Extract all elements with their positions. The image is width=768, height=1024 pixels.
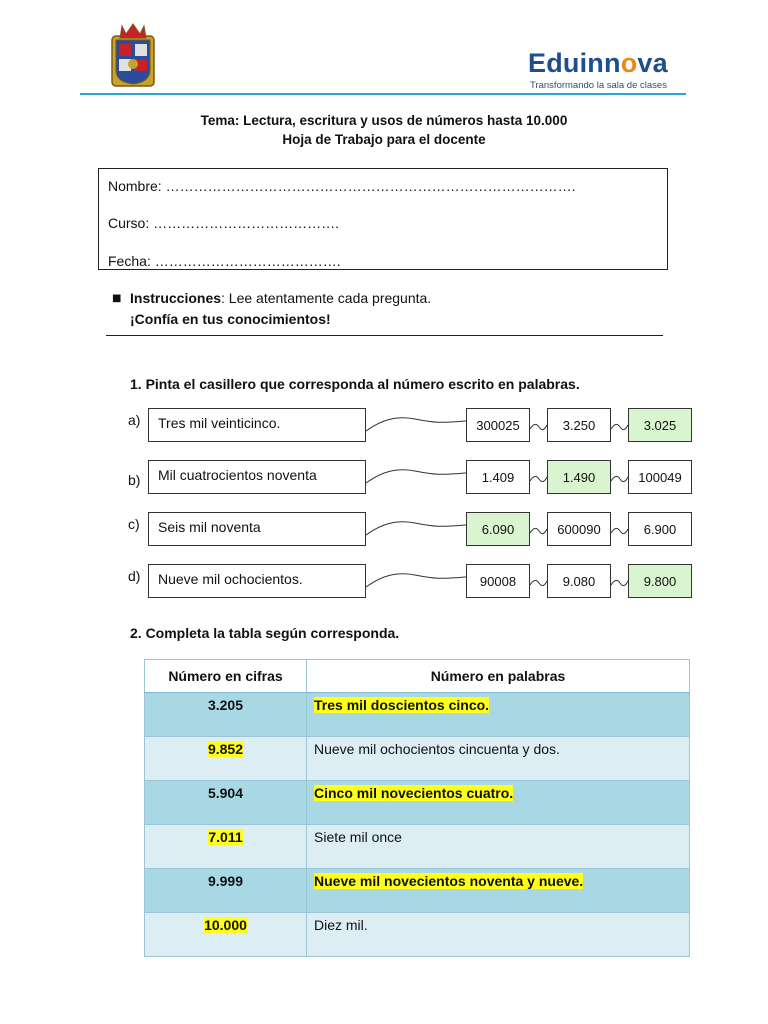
cifras-value: 5.904 [207, 785, 244, 801]
connector-line [611, 580, 628, 585]
number-option-box[interactable]: 300025 [466, 408, 530, 442]
bullet-icon: ■ [112, 293, 122, 304]
cell-palabras [307, 869, 690, 913]
number-option-box[interactable]: 90008 [466, 564, 530, 598]
header-divider [80, 93, 686, 95]
connector-line [366, 470, 466, 483]
curso-field[interactable]: Curso: …………………………………. [108, 215, 340, 231]
connector-line [530, 580, 547, 585]
palabras-value: Nueve mil novecientos noventa y nueve. [314, 873, 584, 889]
number-in-words-box: Nueve mil ochocientos. [148, 564, 366, 598]
encouragement-text: ¡Confía en tus conocimientos! [130, 311, 331, 327]
cell-cifras [145, 781, 307, 825]
number-option-box[interactable]: 3.250 [547, 408, 611, 442]
cell-palabras [307, 781, 690, 825]
number-option-box[interactable]: 6.090 [466, 512, 530, 546]
cifras-value: 9.852 [207, 741, 244, 757]
table-row [145, 737, 690, 781]
fecha-field[interactable]: Fecha: …………………………………. [108, 253, 341, 269]
number-option-box[interactable]: 100049 [628, 460, 692, 494]
table-row [145, 825, 690, 869]
eduinnova-logo: Eduinnova [528, 48, 668, 78]
cell-cifras [145, 869, 307, 913]
palabras-value: Tres mil doscientos cinco. [314, 697, 490, 713]
cifras-value: 3.205 [207, 697, 244, 713]
question-1-prompt: 1. Pinta el casillero que corresponda al número escrito en palabras. [130, 376, 580, 392]
connector-line [611, 424, 628, 429]
table-row [145, 693, 690, 737]
number-option-box[interactable]: 600090 [547, 512, 611, 546]
palabras-value: Cinco mil novecientos cuatro. [314, 785, 514, 801]
instructions-text: : Lee atentamente cada pregunta. [221, 290, 432, 306]
number-option-box[interactable]: 9.800 [628, 564, 692, 598]
number-in-words-box: Tres mil veinticinco. [148, 408, 366, 442]
item-letter: a) [128, 412, 141, 428]
number-option-box[interactable]: 3.025 [628, 408, 692, 442]
cifras-value: 10.000 [204, 917, 247, 933]
cell-cifras [145, 737, 307, 781]
number-option-box[interactable]: 1.490 [547, 460, 611, 494]
cell-cifras [145, 825, 307, 869]
table-row [145, 781, 690, 825]
cell-palabras [307, 693, 690, 737]
connector-line [530, 424, 547, 429]
table-row [145, 869, 690, 913]
connector-line [611, 528, 628, 533]
item-letter: c) [128, 516, 140, 532]
palabras-value: Diez mil. [314, 917, 368, 933]
nombre-field[interactable]: Nombre: ……………………………………………………………………………. [108, 178, 576, 194]
number-option-box[interactable]: 9.080 [547, 564, 611, 598]
item-letter: d) [128, 568, 141, 584]
cell-palabras [307, 737, 690, 781]
header-palabras: Número en palabras [307, 660, 690, 693]
header-cifras: Número en cifras [145, 660, 307, 693]
university-crest-logo [104, 22, 162, 90]
cell-palabras [307, 825, 690, 869]
question-2-prompt: 2. Completa la tabla según corresponda. [130, 625, 400, 641]
connector-line [366, 522, 466, 535]
item-letter: b) [128, 472, 141, 488]
cifras-value: 7.011 [208, 829, 243, 845]
connector-line [530, 528, 547, 533]
connector-line [366, 418, 466, 431]
number-in-words-box: Seis mil noventa [148, 512, 366, 546]
numbers-table [144, 659, 690, 957]
number-option-box[interactable]: 1.409 [466, 460, 530, 494]
palabras-value: Nueve mil ochocientos cincuenta y dos. [314, 741, 560, 757]
number-in-words-box: Mil cuatrocientos noventa [148, 460, 366, 494]
cell-cifras [145, 693, 307, 737]
worksheet-topic: Tema: Lectura, escritura y usos de números hasta 10.000 [200, 113, 568, 128]
instructions-label: Instrucciones [130, 290, 222, 306]
palabras-value: Siete mil once [314, 829, 402, 845]
cell-palabras [307, 913, 690, 957]
eduinnova-tagline: Transformando la sala de clases [530, 80, 667, 91]
worksheet-subtitle: Hoja de Trabajo para el docente [282, 132, 486, 147]
cifras-value: 9.999 [207, 873, 244, 889]
connector-line [611, 476, 628, 481]
connector-line [530, 476, 547, 481]
instructions-divider [106, 335, 663, 336]
instructions [130, 290, 431, 306]
number-option-box[interactable]: 6.900 [628, 512, 692, 546]
connector-line [366, 574, 466, 587]
cell-cifras [145, 913, 307, 957]
table-row [145, 913, 690, 957]
